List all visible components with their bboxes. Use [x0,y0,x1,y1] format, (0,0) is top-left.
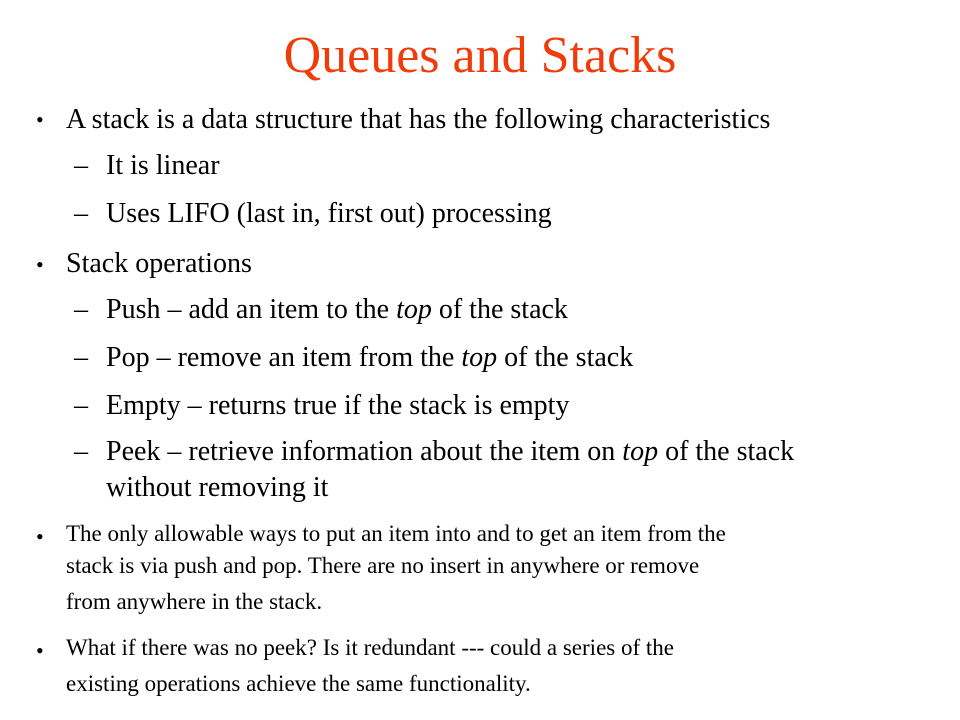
bullet-allowable-ways-line-1: The only allowable ways to put an item into and to get an item from the [66,521,726,546]
peek-text-end: of the stack [658,436,795,467]
push-text-end: of the stack [431,294,568,325]
slide-title: Queues and Stacks [283,27,677,84]
sub-bullet-empty: Empty – returns true if the stack is empty [106,390,570,421]
bullet-icon: • [36,638,44,663]
pop-top-emphasis: top [461,342,498,373]
dash-icon: – [74,150,88,181]
pop-text-end: of the stack [497,342,634,373]
bullet-stack-definition: A stack is a data structure that has the following characteristics [66,104,771,135]
dash-icon: – [74,294,88,325]
push-top-emphasis: top [396,294,432,325]
sub-bullet-push [106,293,568,327]
dash-icon: – [74,342,88,373]
bullet-icon: • [36,252,44,277]
dash-icon: – [74,390,88,421]
sub-bullet-peek-continuation: without removing it [106,472,329,503]
bullet-icon: • [36,107,44,132]
bullet-allowable-ways-line-3: from anywhere in the stack. [66,589,323,614]
sub-bullet-linear: It is linear [106,150,220,181]
dash-icon: – [74,198,88,229]
push-text: Push – add an item to the [106,294,397,325]
sub-bullet-lifo: Uses LIFO (last in, first out) processing [106,198,552,229]
bullet-no-peek-line-2: existing operations achieve the same functionality. [66,671,531,696]
bullet-allowable-ways-line-2: stack is via push and pop. There are no insert in anywhere or remove [66,553,700,578]
pop-text: Pop – remove an item from the [106,342,462,373]
bullet-no-peek-line-1: What if there was no peek? Is it redundant --- could a series of the [66,635,674,660]
peek-top-emphasis: top [622,436,659,467]
bullet-stack-operations: Stack operations [66,248,252,279]
sub-bullet-peek [106,435,794,469]
dash-icon: – [74,436,88,467]
peek-text: Peek – retrieve information about the item on [106,436,623,467]
sub-bullet-pop [106,341,633,375]
bullet-icon: • [36,524,44,549]
